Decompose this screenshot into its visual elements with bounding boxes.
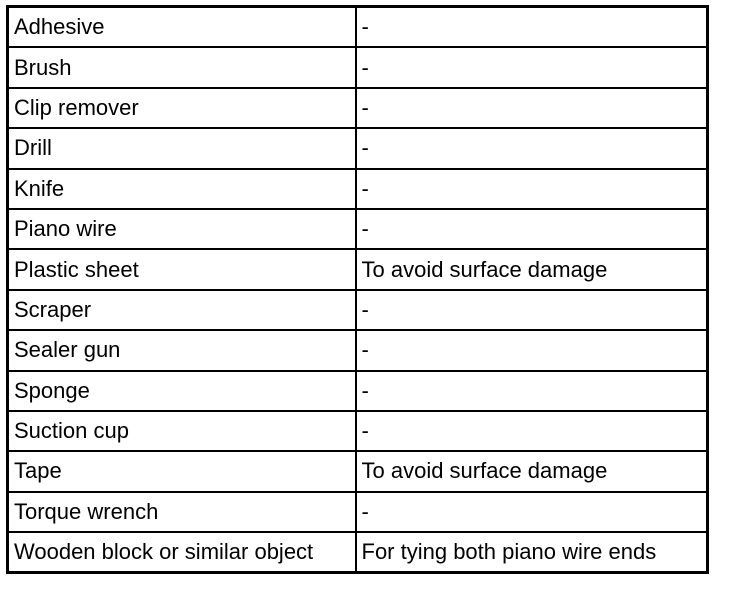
- table-row: [8, 249, 708, 289]
- tool-name-cell: Plastic sheet: [8, 249, 356, 289]
- tools-table-body: [8, 7, 708, 573]
- tool-note-cell: For tying both piano wire ends: [356, 532, 708, 573]
- tools-table: [6, 5, 709, 574]
- tool-note-cell: -: [356, 492, 708, 532]
- table-row: [8, 209, 708, 249]
- tool-note-cell: -: [356, 290, 708, 330]
- tool-name-cell: Clip remover: [8, 88, 356, 128]
- tool-note-cell: -: [356, 209, 708, 249]
- tool-note-cell: -: [356, 330, 708, 370]
- table-row: [8, 290, 708, 330]
- tool-note-cell: -: [356, 47, 708, 87]
- tool-note-cell: -: [356, 128, 708, 168]
- tool-name-cell: Torque wrench: [8, 492, 356, 532]
- tool-name-cell: Piano wire: [8, 209, 356, 249]
- tool-note-cell: -: [356, 169, 708, 209]
- table-row: [8, 532, 708, 573]
- table-row: [8, 330, 708, 370]
- tool-name-cell: Sealer gun: [8, 330, 356, 370]
- tool-note-cell: -: [356, 371, 708, 411]
- tool-note-cell: -: [356, 7, 708, 48]
- table-row: [8, 128, 708, 168]
- tool-name-cell: Brush: [8, 47, 356, 87]
- tool-note-cell: To avoid surface damage: [356, 249, 708, 289]
- tool-name-cell: Scraper: [8, 290, 356, 330]
- tool-name-cell: Adhesive: [8, 7, 356, 48]
- tool-name-cell: Knife: [8, 169, 356, 209]
- table-row: [8, 7, 708, 48]
- table-row: [8, 411, 708, 451]
- tool-note-cell: To avoid surface damage: [356, 451, 708, 491]
- table-row: [8, 47, 708, 87]
- tool-note-cell: -: [356, 411, 708, 451]
- table-row: [8, 451, 708, 491]
- table-row: [8, 371, 708, 411]
- tool-name-cell: Suction cup: [8, 411, 356, 451]
- tool-name-cell: Sponge: [8, 371, 356, 411]
- tool-name-cell: Drill: [8, 128, 356, 168]
- table-row: [8, 88, 708, 128]
- table-row: [8, 169, 708, 209]
- table-row: [8, 492, 708, 532]
- tool-note-cell: -: [356, 88, 708, 128]
- tool-name-cell: Wooden block or similar object: [8, 532, 356, 573]
- tool-name-cell: Tape: [8, 451, 356, 491]
